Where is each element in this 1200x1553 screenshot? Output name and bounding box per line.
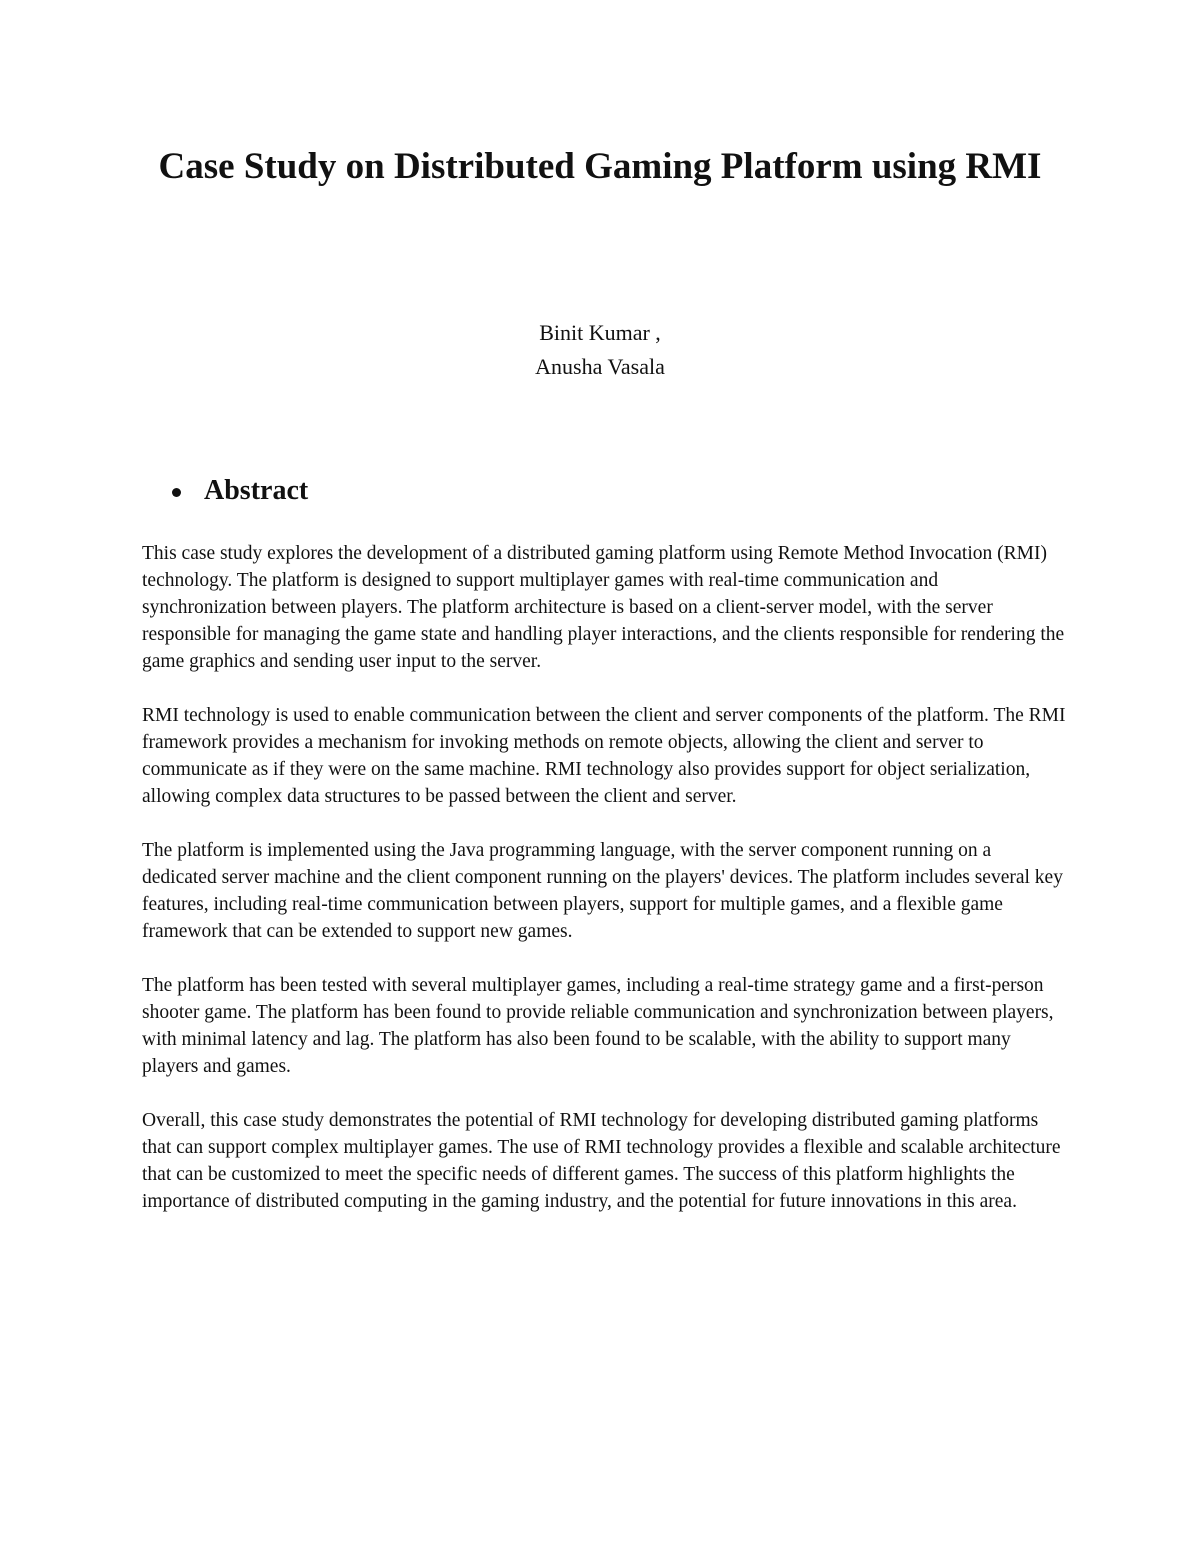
author-list (100, 316, 1100, 384)
abstract-paragraph: The platform is implemented using the Java programming language, with the server component running on a dedicated server machine and the client component running on the players' devices. The platform includes several key features, including real-time communication between players, support for multiple games, and a flexible game framework that can be extended to support new games. (142, 840, 1063, 942)
author-name: Anusha Vasala (535, 354, 665, 379)
abstract-paragraph: The platform has been tested with several multiplayer games, including a real-time strategy game and a first-person shooter game. The platform has been found to provide reliable communication and synchronization between players, with minimal latency and lag. The platform has also been found to be scalable, with the ability to support many players and games. (142, 975, 1054, 1077)
abstract-paragraph: This case study explores the development of a distributed gaming platform using Remote Method Invocation (RMI) technology. The platform is designed to support multiplayer games with real-time communication and synchronization between players. The platform architecture is based on a client-server model, with the server responsible for managing the game state and handling player interactions, and the clients responsible for rendering the game graphics and sending user input to the server. (142, 543, 1065, 672)
section-heading-label: Abstract (204, 475, 309, 506)
document-title: Case Study on Distributed Gaming Platform using RMI (158, 146, 1042, 187)
author-name: Binit Kumar , (539, 320, 661, 345)
abstract-paragraph: Overall, this case study demonstrates the potential of RMI technology for developing distributed gaming platforms that can support complex multiplayer games. The use of RMI technology provides a flexible and scalable architecture that can be customized to meet the specific needs of different games. The success of this platform highlights the importance of distributed computing in the gaming industry, and the potential for future innovations in this area. (142, 1110, 1061, 1212)
section-heading-abstract (172, 473, 308, 509)
bullet-icon (172, 488, 181, 497)
abstract-paragraph: RMI technology is used to enable communication between the client and server components of the platform. The RMI framework provides a mechanism for invoking methods on remote objects, allowing the client and server to communicate as if they were on the same machine. RMI technology also provides support for object serialization, allowing complex data structures to be passed between the client and server. (142, 705, 1066, 807)
abstract-body (142, 540, 1067, 1242)
